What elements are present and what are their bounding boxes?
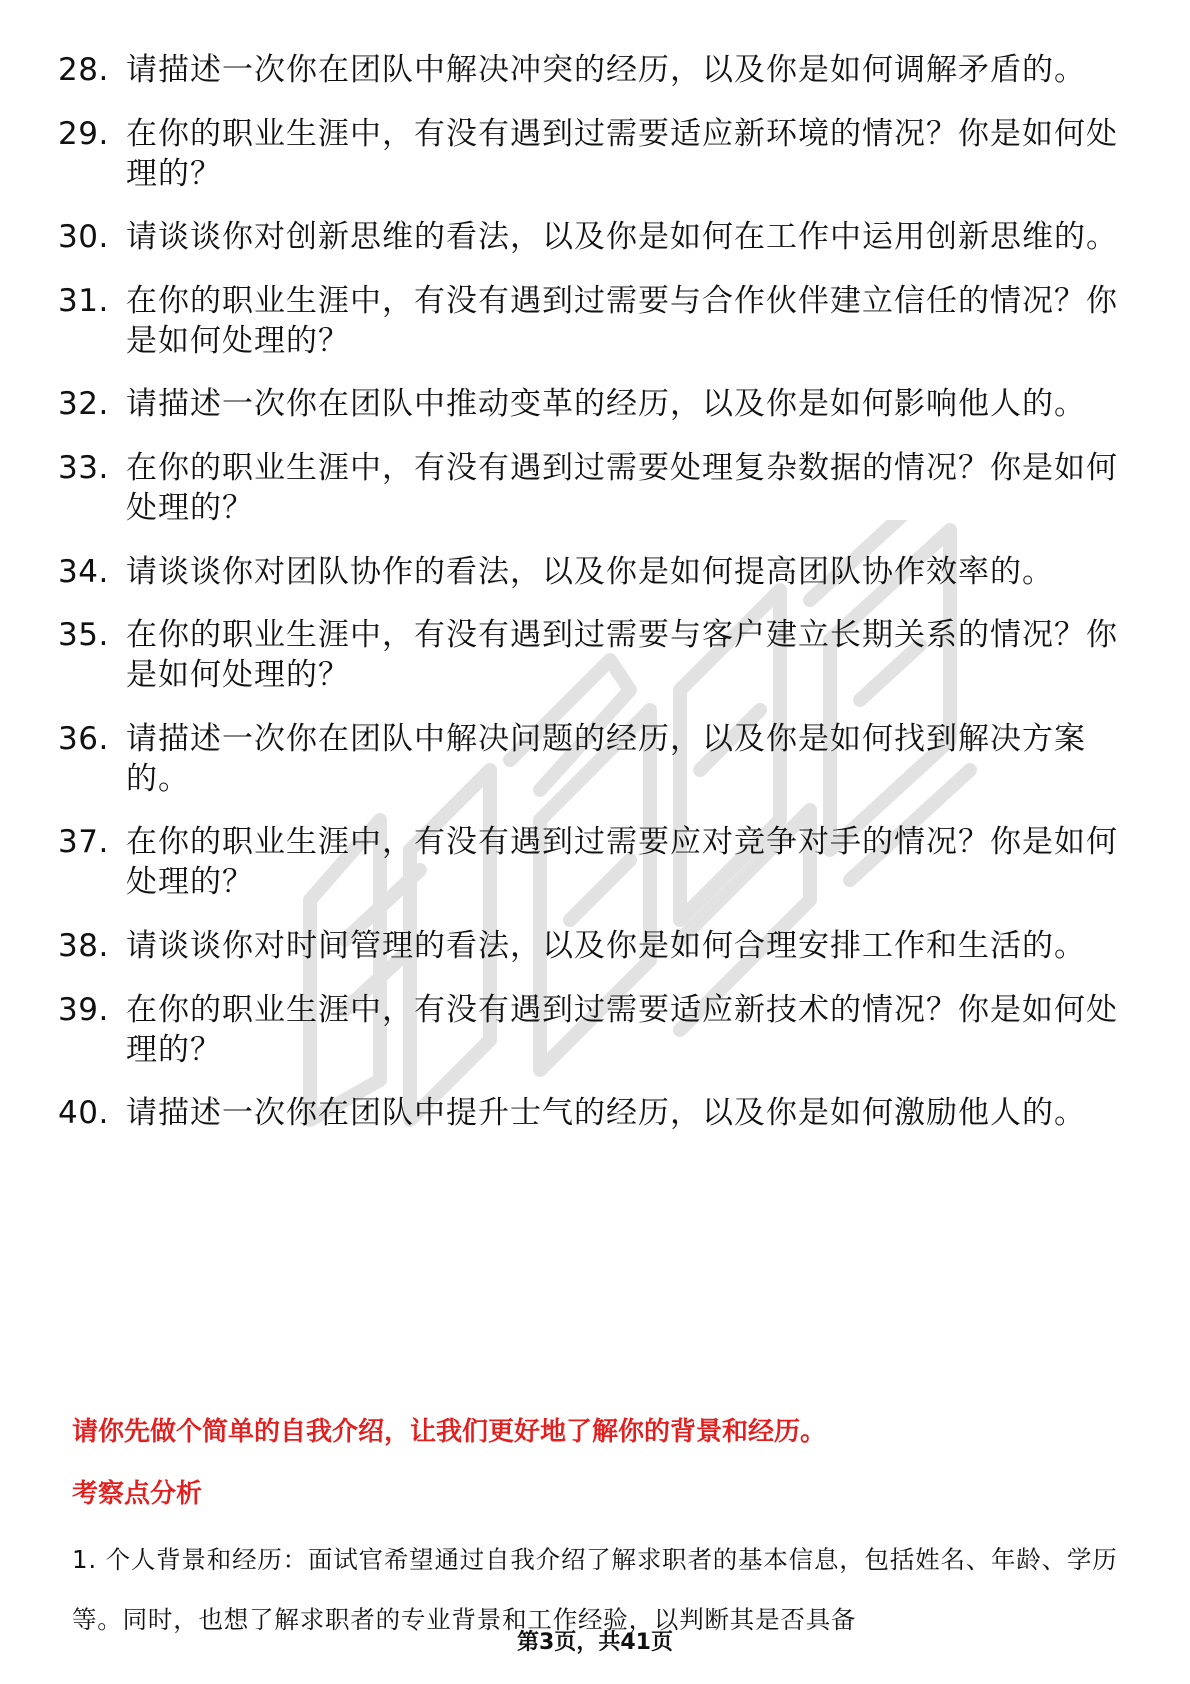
question-item — [58, 552, 1128, 592]
question-number: 28. — [58, 52, 109, 88]
question-number: 29. — [58, 115, 109, 152]
question-text: 请谈谈你对创新思维的看法，以及你是如何在工作中运用创新思维的。 — [126, 219, 1118, 256]
question-text: 请描述一次你在团队中提升士气的经历，以及你是如何激励他人的。 — [126, 1095, 1086, 1132]
question-item — [58, 719, 1128, 799]
question-number: 35. — [58, 617, 109, 654]
question-number: 32. — [58, 386, 109, 423]
question-text: 在你的职业生涯中，有没有遇到过需要应对竞争对手的情况？你是如何处理的？ — [126, 824, 1118, 901]
question-item — [58, 615, 1128, 695]
question-number: 39. — [58, 991, 109, 1028]
question-text: 在你的职业生涯中，有没有遇到过需要处理复杂数据的情况？你是如何处理的？ — [126, 449, 1118, 526]
question-text: 请谈谈你对团队协作的看法，以及你是如何提高团队协作效率的。 — [126, 553, 1054, 590]
question-list — [58, 50, 1128, 1157]
question-number: 36. — [58, 720, 109, 757]
question-text: 请描述一次你在团队中推动变革的经历，以及你是如何影响他人的。 — [126, 386, 1086, 423]
page-number-footer: 第3页，共41页 — [517, 1630, 673, 1655]
question-number: 40. — [58, 1095, 109, 1132]
question-item — [58, 50, 1128, 90]
question-item — [58, 217, 1128, 257]
question-item — [58, 822, 1128, 902]
question-text: 在你的职业生涯中，有没有遇到过需要适应新环境的情况？你是如何处理的？ — [126, 115, 1118, 192]
question-number: 33. — [58, 449, 109, 486]
question-item — [58, 281, 1128, 361]
question-text: 在你的职业生涯中，有没有遇到过需要与合作伙伴建立信任的情况？你是如何处理的？ — [126, 282, 1118, 359]
question-number: 30. — [58, 219, 109, 256]
question-text: 请描述一次你在团队中解决问题的经历，以及你是如何找到解决方案的。 — [126, 720, 1086, 797]
question-number: 38. — [58, 927, 109, 964]
analysis-heading: 考察点分析 — [72, 1479, 203, 1509]
question-number: 31. — [58, 282, 109, 319]
question-item — [58, 1093, 1128, 1133]
question-number: 34. — [58, 553, 109, 590]
question-item — [58, 926, 1128, 966]
question-text: 在你的职业生涯中，有没有遇到过需要与客户建立长期关系的情况？你是如何处理的？ — [126, 617, 1118, 694]
question-item — [58, 384, 1128, 424]
question-item — [58, 990, 1128, 1070]
section-title: 请你先做个简单的自我介绍，让我们更好地了解你的背景和经历。 — [72, 1417, 827, 1447]
analysis-paragraph: 1. 个人背景和经历：面试官希望通过自我介绍了解求职者的基本信息，包括姓名、年龄、学历等。同时，也想了解求职者的专业背景和工作经验，以判断其是否具备 — [72, 1545, 1118, 1634]
question-text: 在你的职业生涯中，有没有遇到过需要适应新技术的情况？你是如何处理的？ — [126, 991, 1118, 1068]
question-number: 37. — [58, 824, 109, 861]
question-text: 请谈谈你对时间管理的看法，以及你是如何合理安排工作和生活的。 — [126, 927, 1086, 964]
question-text: 请描述一次你在团队中解决冲突的经历，以及你是如何调解矛盾的。 — [126, 52, 1086, 88]
question-item — [58, 114, 1128, 194]
question-item — [58, 448, 1128, 528]
